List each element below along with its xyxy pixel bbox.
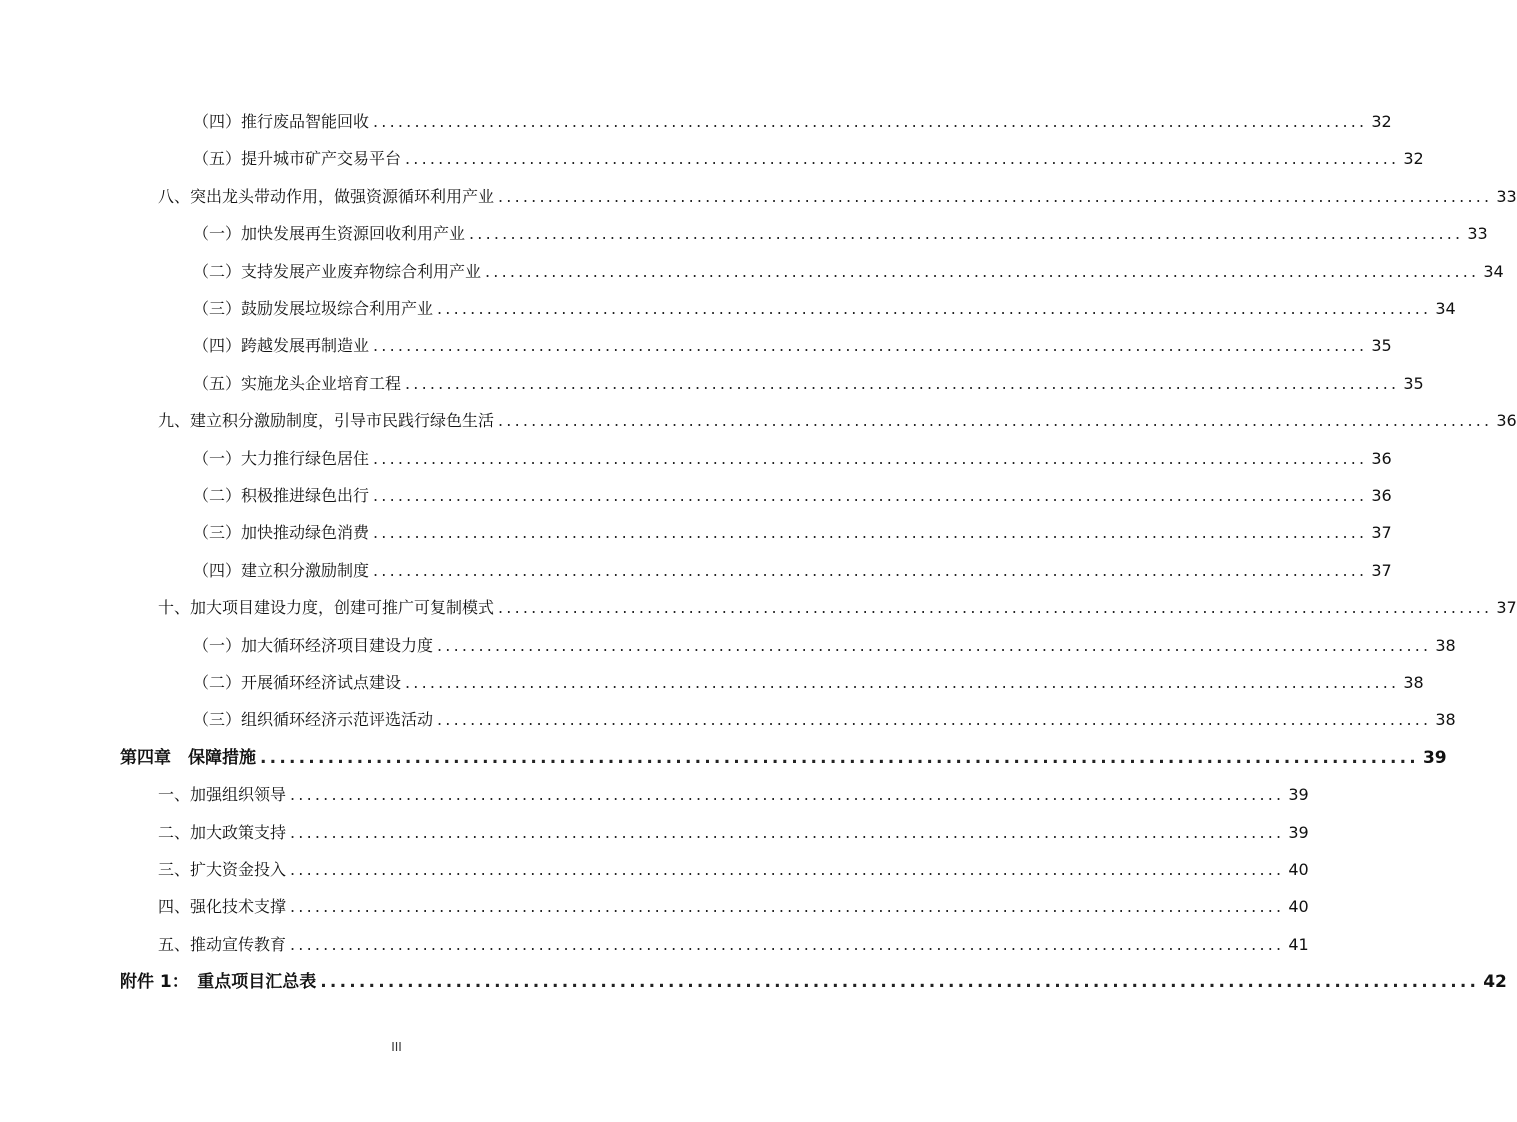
toc-entry-title: （一）加快发展再生资源回收利用产业 [193,224,466,244]
toc-leader-dots: ........................................................................................................................ [437,299,1432,318]
toc-leader-dots: ........................................................................................................................ [260,747,1419,768]
toc-entry-title: （一）加大循环经济项目建设力度 [193,635,434,655]
toc-entry-page: 35 [1403,373,1424,393]
toc-entry-title: （二）支持发展产业废弃物综合利用产业 [193,261,482,281]
toc-entry[interactable] [158,179,1517,207]
toc-entry[interactable] [193,216,1488,244]
toc-leader-dots: ........................................................................................................................ [498,411,1493,431]
toc-entry-title: （四）跨越发展再制造业 [193,336,370,356]
toc-leader-dots: ........................................................................................................................ [320,972,1480,993]
toc-entry-title: （四）推行废品智能回收 [193,112,370,131]
toc-entry-title: 一、加强组织领导 [158,785,287,805]
toc-entry-page: 34 [1435,299,1456,318]
toc-entry-page: 35 [1371,336,1392,356]
toc-entry[interactable] [193,553,1392,581]
toc-leader-dots: ........................................................................................................................ [405,373,1400,393]
toc-entry-title: 附件 1： 重点项目汇总表 [120,972,317,993]
toc-entry-title: （五）实施龙头企业培育工程 [193,373,402,393]
toc-leader-dots: ........................................................................................................................ [405,673,1400,692]
toc-entry[interactable] [193,515,1392,543]
toc-entry-page: 33 [1496,186,1517,206]
toc-entry-page: 40 [1288,897,1309,917]
toc-leader-dots: ........................................................................................................................ [373,486,1368,505]
toc-entry[interactable] [193,702,1456,730]
toc-entry[interactable] [193,628,1456,656]
toc-entry[interactable] [158,889,1309,917]
toc-entry-page: 37 [1371,560,1392,580]
toc-entry-page: 38 [1435,710,1456,730]
toc-entry-title: （五）提升城市矿产交易平台 [193,149,402,169]
toc-entry-title: 四、强化技术支撑 [158,897,287,917]
toc-leader-dots: ........................................................................................................................ [290,822,1285,842]
toc-entry-page: 39 [1288,785,1309,805]
toc-leader-dots: ........................................................................................................................ [498,598,1493,618]
toc-entry-title: （三）鼓励发展垃圾综合利用产业 [193,299,434,318]
toc-leader-dots: ........................................................................................................................ [290,785,1285,805]
toc-entry-title: 五、推动宣传教育 [158,934,287,954]
toc-entry-page: 38 [1435,635,1456,655]
toc-entry-page: 32 [1371,112,1392,131]
toc-entry[interactable] [158,927,1309,955]
toc-leader-dots: ........................................................................................................................ [485,261,1480,281]
toc-entry-page: 36 [1496,411,1517,431]
toc-entry[interactable] [193,665,1424,693]
toc-leader-dots: ........................................................................................................................ [373,523,1368,543]
toc-entry-title: 九、建立积分激励制度，引导市民践行绿色生活 [158,411,495,431]
toc-entry[interactable] [158,590,1517,618]
toc-entry-title: （一）大力推行绿色居住 [193,448,370,468]
toc-leader-dots: ........................................................................................................................ [290,897,1285,917]
toc-entry-title: 二、加大政策支持 [158,822,287,842]
toc-entry-page: 37 [1371,523,1392,543]
toc-entry[interactable] [120,964,1507,993]
toc-leader-dots: ........................................................................................................................ [405,149,1400,169]
toc-entry[interactable] [193,254,1504,282]
toc-entry[interactable] [158,852,1309,880]
toc-leader-dots: ........................................................................................................................ [373,560,1368,580]
toc-entry-title: 十、加大项目建设力度，创建可推广可复制模式 [158,598,495,618]
toc-entry[interactable] [158,403,1517,431]
toc-leader-dots: ........................................................................................................................ [469,224,1464,244]
toc-entry[interactable] [193,441,1392,469]
toc-entry-title: （二）开展循环经济试点建设 [193,673,402,692]
toc-entry-page: 40 [1288,860,1309,879]
toc-entry-page: 36 [1371,486,1392,505]
toc-entry-page: 36 [1371,448,1392,468]
toc-entry[interactable] [120,740,1447,768]
toc-entry-page: 42 [1483,972,1507,993]
toc-leader-dots: ........................................................................................................................ [437,710,1432,730]
toc-entry-title: （三）加快推动绿色消费 [193,523,370,543]
toc-leader-dots: ........................................................................................................................ [373,448,1368,468]
toc-entry-page: 41 [1288,934,1309,954]
toc-leader-dots: ........................................................................................................................ [498,186,1493,206]
toc-entry[interactable] [193,291,1456,319]
toc-entry-title: 八、突出龙头带动作用，做强资源循环利用产业 [158,186,495,206]
toc-entry-page: 33 [1467,224,1488,244]
toc-entry-title: （三）组织循环经济示范评选活动 [193,710,434,730]
toc-entry-title: 三、扩大资金投入 [158,860,287,879]
toc-entry[interactable] [193,478,1392,506]
toc-entry-page: 39 [1288,822,1309,842]
toc-entry-title: （四）建立积分激励制度 [193,560,370,580]
toc-entry-title: （二）积极推进绿色出行 [193,486,370,505]
toc-entry-page: 38 [1403,673,1424,692]
toc-entry[interactable] [193,141,1424,169]
toc-entry-page: 37 [1496,598,1517,618]
toc-entry[interactable] [158,777,1309,805]
toc-entry[interactable] [193,104,1392,132]
page-number: III [391,1040,402,1054]
toc-entry[interactable] [158,815,1309,843]
toc-leader-dots: ........................................................................................................................ [290,860,1285,879]
toc-entry-page: 34 [1483,261,1504,281]
toc-entry-page: 39 [1422,747,1447,768]
toc-entry-title: 第四章 保障措施 [120,747,256,768]
toc-entry-page: 32 [1403,149,1424,169]
toc-entry[interactable] [193,328,1392,356]
toc-leader-dots: ........................................................................................................................ [373,112,1368,131]
toc-leader-dots: ........................................................................................................................ [373,336,1368,356]
toc-entry[interactable] [193,366,1424,394]
toc-leader-dots: ........................................................................................................................ [437,635,1432,655]
toc-leader-dots: ........................................................................................................................ [290,934,1285,954]
